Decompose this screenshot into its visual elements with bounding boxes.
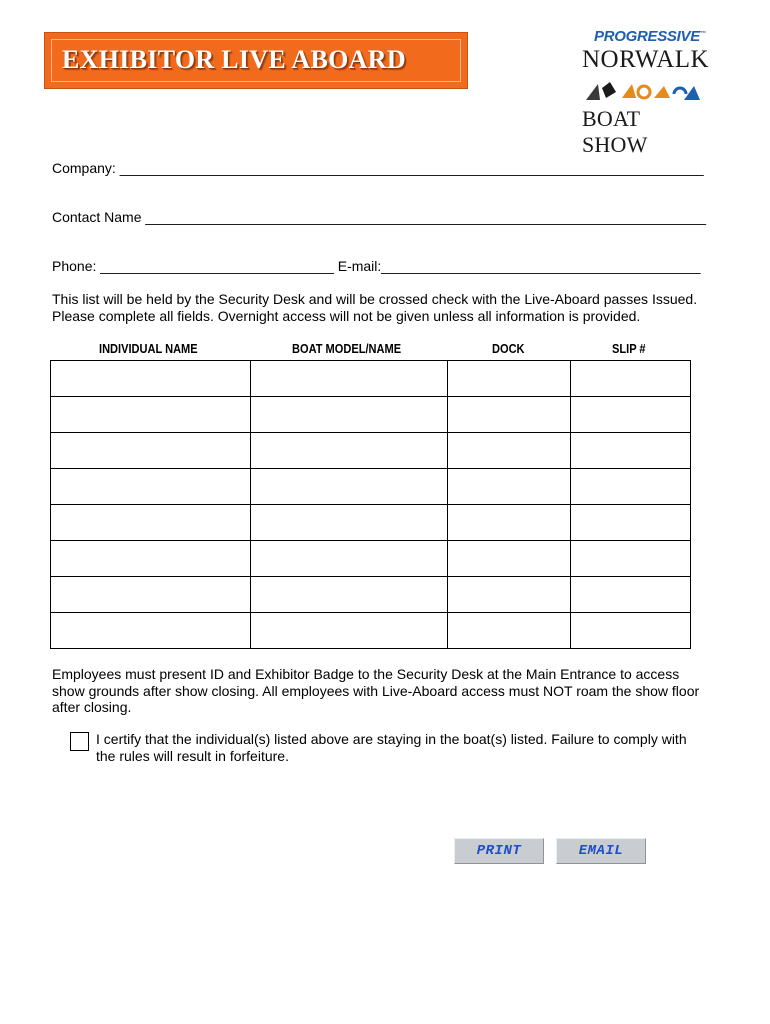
logo-sailboat-icons: [584, 80, 702, 106]
individual-name-cell[interactable]: [51, 613, 251, 649]
certify-statement: I certify that the individual(s) listed above are staying in the boat(s) listed. Failure to comply with the rules will result in forfeiture.: [96, 731, 687, 764]
boat-model-cell[interactable]: [251, 505, 448, 541]
individual-name-cell[interactable]: [51, 577, 251, 613]
col-header-dock: DOCK: [492, 341, 525, 356]
boat-show-logo: [576, 28, 710, 157]
boat-model-cell[interactable]: [251, 433, 448, 469]
dock-cell[interactable]: [448, 505, 571, 541]
table-row: [51, 433, 691, 469]
dock-cell[interactable]: [448, 361, 571, 397]
col-header-individual-name: INDIVIDUAL NAME: [99, 341, 198, 356]
slip-cell[interactable]: [571, 505, 691, 541]
table-row: [51, 613, 691, 649]
dock-cell[interactable]: [448, 397, 571, 433]
logo-sponsor: PROGRESSIVE™: [594, 28, 706, 45]
slip-cell[interactable]: [571, 469, 691, 505]
company-field[interactable]: Company: ___________________________________________________________________________: [52, 160, 704, 176]
individual-name-cell[interactable]: [51, 469, 251, 505]
table-row: [51, 361, 691, 397]
logo-town: NORWALK: [582, 46, 710, 73]
slip-cell[interactable]: [571, 577, 691, 613]
slip-cell[interactable]: [571, 541, 691, 577]
individual-name-cell[interactable]: [51, 433, 251, 469]
slip-cell[interactable]: [571, 397, 691, 433]
table-row: [51, 397, 691, 433]
logo-event: BOAT SHOW: [582, 106, 648, 157]
table-row: [51, 577, 691, 613]
dock-cell[interactable]: [448, 469, 571, 505]
individual-name-cell[interactable]: [51, 505, 251, 541]
boat-model-cell[interactable]: [251, 613, 448, 649]
table-row: [51, 541, 691, 577]
boat-model-cell[interactable]: [251, 577, 448, 613]
individual-name-cell[interactable]: [51, 397, 251, 433]
boat-model-cell[interactable]: [251, 541, 448, 577]
title-banner: [44, 32, 468, 89]
slip-cell[interactable]: [571, 613, 691, 649]
table-row: [51, 469, 691, 505]
employees-notice: Employees must present ID and Exhibitor Badge to the Security Desk at the Main Entrance to access show grounds after show closing. All employees with Live-Aboard access must NOT roam the show floor after closing.: [52, 666, 700, 715]
certify-checkbox[interactable]: [70, 732, 89, 751]
dock-cell[interactable]: [448, 577, 571, 613]
individual-name-cell[interactable]: [51, 541, 251, 577]
dock-cell[interactable]: [448, 541, 571, 577]
security-notice: This list will be held by the Security Desk and will be crossed check with the Live-Aboard passes Issued. Please complete all fields. Overnight access will not be given unless all information is provided.: [52, 291, 698, 324]
contact-name-field[interactable]: Contact Name ________________________________________________________________________: [52, 209, 706, 225]
col-header-slip: SLIP #: [612, 341, 646, 356]
phone-email-field[interactable]: Phone: ______________________________ E-mail:_________________________________________: [52, 258, 701, 274]
slip-cell[interactable]: [571, 433, 691, 469]
col-header-boat-model: BOAT MODEL/NAME: [292, 341, 402, 356]
boat-model-cell[interactable]: [251, 469, 448, 505]
dock-cell[interactable]: [448, 613, 571, 649]
individual-name-cell[interactable]: [51, 361, 251, 397]
boat-model-cell[interactable]: [251, 361, 448, 397]
print-button[interactable]: PRINT: [454, 838, 544, 864]
dock-cell[interactable]: [448, 433, 571, 469]
slip-cell[interactable]: [571, 361, 691, 397]
page-title: EXHIBITOR LIVE ABOARD: [62, 45, 406, 74]
boat-model-cell[interactable]: [251, 397, 448, 433]
table-row: [51, 505, 691, 541]
live-aboard-table: [50, 360, 691, 649]
email-button[interactable]: EMAIL: [556, 838, 646, 864]
